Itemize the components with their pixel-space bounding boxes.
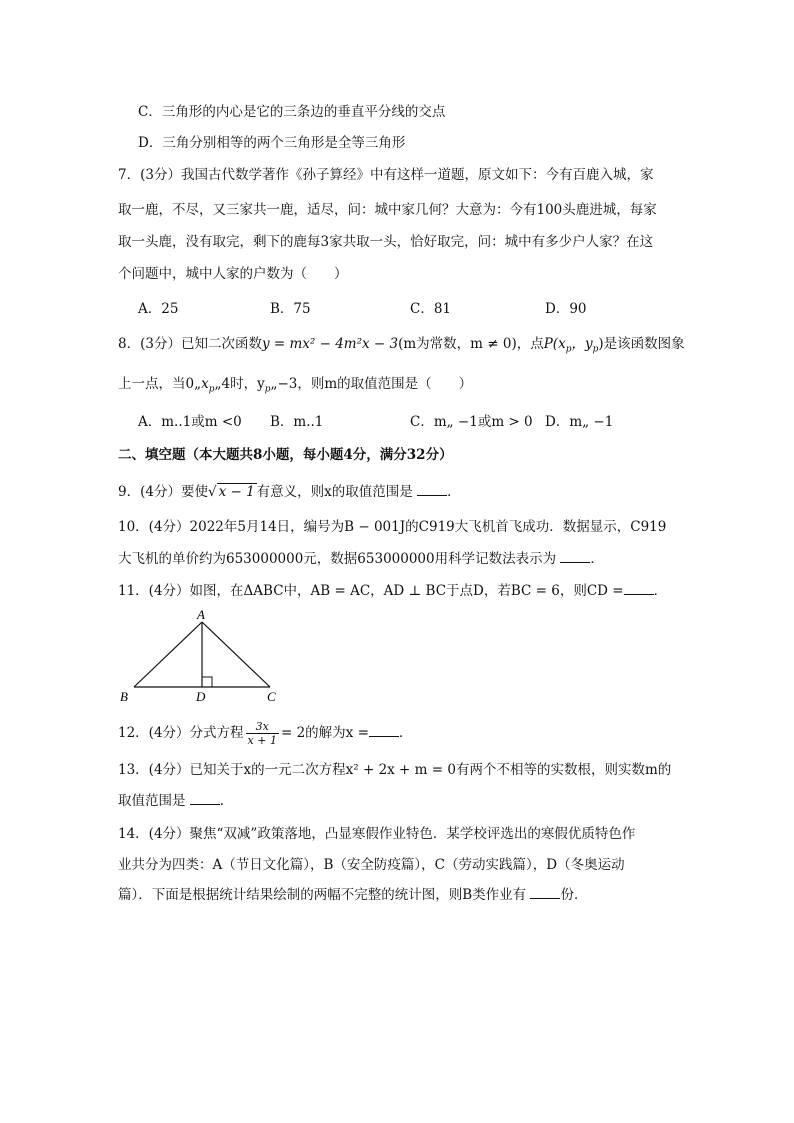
q8-line-2 bbox=[118, 375, 472, 399]
q9-radicand: x − 1 bbox=[218, 484, 255, 500]
q8-l2d: −3，则m的取值范围是（ ） bbox=[277, 376, 473, 392]
q13-answer-blank[interactable] bbox=[190, 792, 220, 805]
q14-line-1: 14．(4分）聚焦“双减”政策落地，凸显寒假作业特色．某学校评选出的寒假优质特色作 bbox=[118, 826, 636, 842]
q8-l2a: 上一点，当0 bbox=[118, 376, 195, 392]
q11-end: ． bbox=[653, 583, 668, 599]
q8-option-a: A．m..1或m <0 bbox=[138, 414, 242, 430]
q8-l2b: x bbox=[201, 376, 209, 392]
q14-line-2: 业共分为四类：A（节日文化篇），B（安全防疫篇），C（劳动实践篇），D（冬奥运动 bbox=[118, 857, 625, 873]
q13-line-1: 13．(4分）已知关于x的一元二次方程x² + 2x + m = 0有两个不相等的实数根，则实数m的 bbox=[118, 762, 672, 778]
label-a: A bbox=[197, 610, 205, 622]
q10-end: ． bbox=[590, 551, 604, 567]
q8-function: y = mx² − 4m²x − 3 bbox=[261, 336, 399, 352]
sqrt-sign: √ bbox=[207, 484, 217, 500]
q7-option-c: C．81 bbox=[410, 301, 452, 317]
side-ab bbox=[134, 622, 202, 687]
q9-line bbox=[118, 483, 461, 501]
q7-line-2: 取一鹿，不尽，又三家共一鹿，适尽，问：城中家几何？大意为：今有100头鹿进城，每家 bbox=[118, 202, 657, 218]
q10-line-1: 10．(4分）2022年5月14日，编号为B − 001J的C919大飞机首飞成功．数据显示，C919 bbox=[118, 519, 667, 535]
q10-text: 大飞机的单价约为653000000元，数据653000000用科学记数法表示为 bbox=[118, 551, 557, 567]
q8-le-3: „ bbox=[270, 376, 278, 392]
q7-line-4: 个问题中，城中人家的户数为（ ） bbox=[118, 266, 348, 282]
triangle-figure bbox=[112, 610, 287, 705]
q12-answer-blank[interactable] bbox=[369, 724, 399, 737]
q14-line-3 bbox=[118, 886, 587, 904]
q12-end: ． bbox=[398, 725, 413, 741]
q8-l2c: 4时，y bbox=[221, 376, 265, 392]
q9-pre: 9．(4分）要使 bbox=[118, 484, 208, 500]
q9-end: ． bbox=[447, 484, 461, 500]
q8-option-c: C．m„ −1或m > 0 bbox=[410, 414, 533, 430]
q9-post: 有意义，则x的取值范围是 bbox=[256, 484, 413, 500]
q8-point: P(x bbox=[543, 336, 566, 352]
q8-option-b: B．m..1 bbox=[270, 414, 324, 430]
q11-answer-blank[interactable] bbox=[624, 582, 654, 595]
q8-sub-p4: p bbox=[264, 384, 271, 395]
q8-sub-p3: p bbox=[208, 384, 215, 395]
q13-end: ． bbox=[219, 793, 234, 809]
q14-end: 份． bbox=[560, 887, 588, 903]
q13-line-2 bbox=[118, 792, 233, 810]
q8-number: 8．(3分）已知二次函数 bbox=[118, 336, 262, 352]
q12-line bbox=[118, 718, 412, 748]
q7-option-d: D．90 bbox=[545, 301, 587, 317]
q12-numerator: 3x bbox=[246, 720, 279, 734]
option-d-prev: D．三角分别相等的两个三角形是全等三角形 bbox=[138, 135, 406, 151]
q11-line bbox=[118, 582, 667, 600]
q8-tail: )是该函数图象 bbox=[598, 336, 685, 352]
q12-fraction bbox=[246, 720, 279, 747]
q11-text: 11．(4分）如图，在ΔABC中，AB = AC，AD ⊥ BC于点D，若BC = 6，则CD = bbox=[118, 583, 624, 599]
label-c: C bbox=[267, 689, 276, 704]
right-angle-mark bbox=[202, 677, 212, 687]
q8-sub-p1: p bbox=[565, 344, 572, 355]
q7-line-3: 取一头鹿，没有取完，剩下的鹿每3家共取一头，恰好取完，问：城中有多少户人家？在这 bbox=[118, 234, 654, 250]
section-2-heading: 二、填空题（本大题共8小题，每小题4分，满分32分） bbox=[118, 447, 453, 463]
q14-text: 篇）．下面是根据统计结果绘制的两幅不完整的统计图，则B类作业有 bbox=[118, 887, 527, 903]
q8-option-d: D．m„ −1 bbox=[545, 414, 614, 430]
q14-answer-blank[interactable] bbox=[530, 886, 560, 899]
q8-sub-p2: p bbox=[592, 344, 599, 355]
q8-le-2: „ bbox=[214, 376, 222, 392]
q7-option-a: A．25 bbox=[138, 301, 179, 317]
q8-le-1: „ bbox=[194, 376, 202, 392]
q9-answer-blank[interactable] bbox=[417, 483, 447, 496]
q8-line-1 bbox=[118, 335, 685, 359]
q7-option-b: B．75 bbox=[270, 301, 311, 317]
q8-comma: ，y bbox=[571, 336, 593, 352]
q13-text: 取值范围是 bbox=[118, 793, 186, 809]
label-b: B bbox=[120, 689, 128, 704]
q12-post: = 2的解为x = bbox=[280, 725, 369, 741]
q7-line-1: 7．(3分）我国古代数学著作《孙子算经》中有这样一道题，原文如下：今有百鹿入城，家 bbox=[118, 167, 654, 183]
label-d: D bbox=[196, 689, 206, 704]
q10-answer-blank[interactable] bbox=[560, 550, 590, 563]
option-c-prev: C．三角形的内心是它的三条边的垂直平分线的交点 bbox=[138, 104, 446, 120]
q12-pre: 12．(4分）分式方程 bbox=[118, 725, 244, 741]
q8-condition: (m为常数，m ≠ 0)，点 bbox=[398, 336, 544, 352]
q10-line-2 bbox=[118, 550, 604, 568]
q12-denominator: x + 1 bbox=[247, 734, 277, 747]
